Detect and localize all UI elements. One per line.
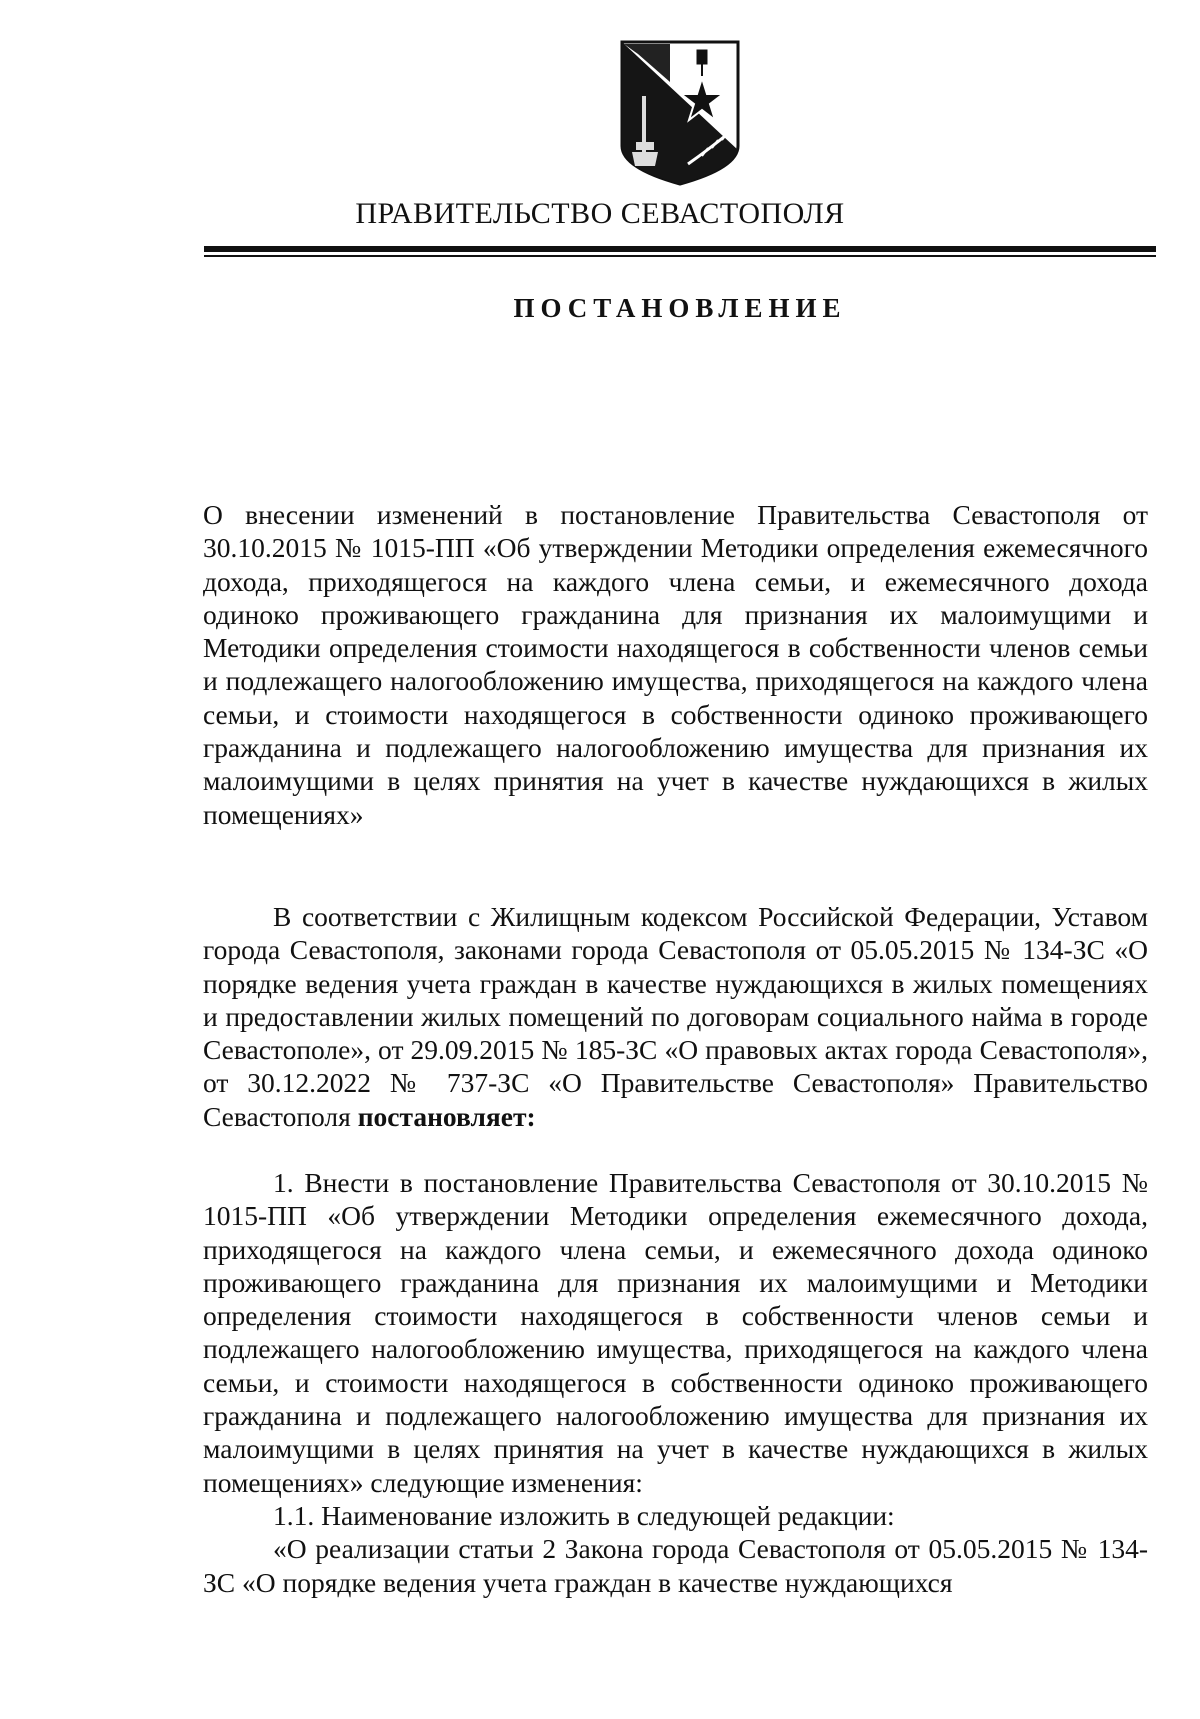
preamble bbox=[203, 900, 1148, 1133]
item-1-1: 1.1. Наименование изложить в следующей редакции: bbox=[273, 1499, 895, 1531]
items-section bbox=[203, 1166, 1148, 1599]
header-rule-thin bbox=[204, 255, 1156, 257]
sevastopol-coat-of-arms-icon bbox=[618, 38, 742, 188]
header-rule-thick bbox=[204, 246, 1156, 252]
document-type: ПОСТАНОВЛЕНИЕ bbox=[513, 293, 847, 323]
organization-name: ПРАВИТЕЛЬСТВО СЕВАСТОПОЛЯ bbox=[355, 197, 845, 230]
document-title: О внесении изменений в постановление Правительства Севастополя от 30.10.2015 № 1015-ПП «Об утверждении Методики определения ежемесячного дохода, приходящегося на каждого члена семьи, и ежемесячного дохода одиноко проживающего гражданина для признания их малоимущими и Методики определения стоимости находящегося в собственности членов семьи и подлежащего налогообложению имущества, приходящегося на каждого члена семьи, и стоимости находящегося в собственности одиноко проживающего гражданина и подлежащего налогообложению имущества для признания их малоимущими в целях принятия на учет в качестве нуждающихся в жилых помещениях» bbox=[203, 499, 1148, 830]
item-quote: «О реализации статьи 2 Закона города Севастополя от 05.05.2015 № 134-ЗС «О порядке ведения учета граждан в качестве нуждающихся bbox=[203, 1533, 1148, 1598]
decision-word: постановляет: bbox=[357, 1100, 536, 1132]
preamble-text: В соответствии с Жилищным кодексом Российской Федерации, Уставом города Севастополя, законами города Севастополя от 05.05.2015 № 134-ЗС «О порядке ведения учета граждан в качестве нуждающихся в жилых помещениях и предоставлении жилых помещений по договорам социального найма в городе Севастополе», от 29.09.2015 № 185-ЗС «О правовых актах города Севастополя», от 30.12.2022 № 737-ЗС «О Правительстве Севастополя» Правительство Севастополя bbox=[203, 901, 1148, 1132]
item-1: 1. Внести в постановление Правительства Севастополя от 30.10.2015 № 1015-ПП «Об утверждении Методики определения ежемесячного дохода, приходящегося на каждого члена семьи, и ежемесячного дохода одиноко проживающего гражданина для признания их малоимущими и Методики определения стоимости находящегося в собственности членов семьи и подлежащего налогообложению имущества, приходящегося на каждого члена семьи, и стоимости находящегося в собственности одиноко проживающего гражданина и подлежащего налогообложению имущества для признания их малоимущими в целях принятия на учет в качестве нуждающихся в жилых помещениях» следующие изменения: bbox=[203, 1167, 1148, 1498]
